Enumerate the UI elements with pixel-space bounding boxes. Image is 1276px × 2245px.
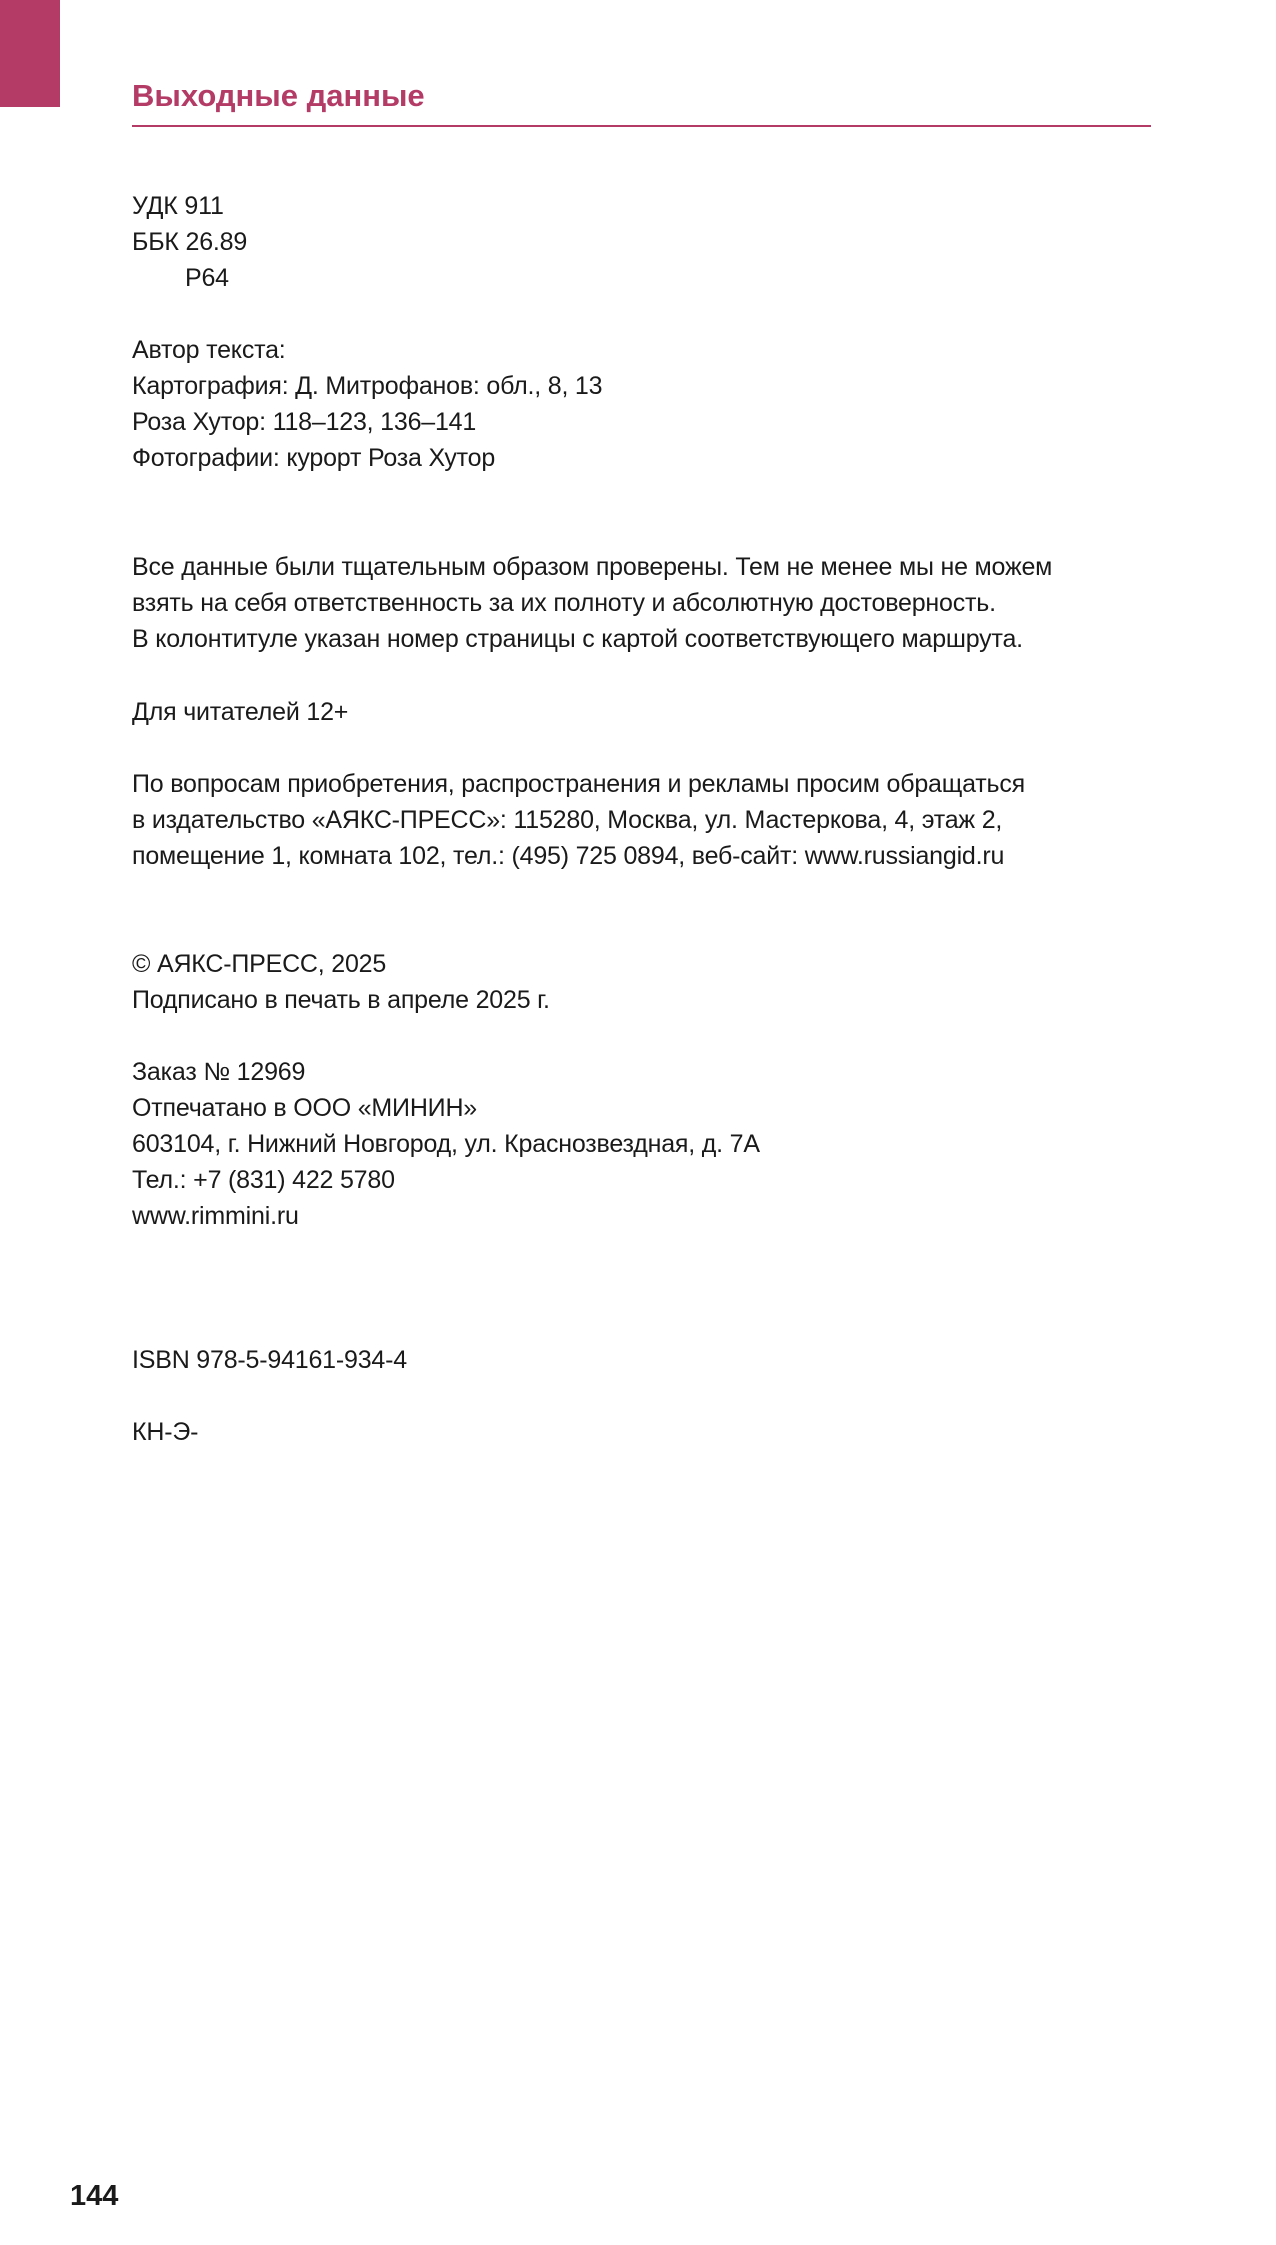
disclaimer-line: Все данные были тщательным образом проверены. Тем не менее мы не можем xyxy=(132,553,1053,581)
contacts-line: По вопросам приобретения, распространения и рекламы просим обращаться xyxy=(132,770,1025,798)
page-number: 144 xyxy=(70,2180,119,2212)
credit-photos: Фотографии: курорт Роза Хутор xyxy=(132,444,496,472)
disclaimer-line: В колонтитуле указан номер страницы с картой соответствующего маршрута. xyxy=(132,625,1023,653)
credits-block xyxy=(132,332,602,476)
title-divider xyxy=(132,125,1151,127)
copyright-line: © АЯКС-ПРЕСС, 2025 xyxy=(132,950,387,978)
publication-code: КН-Э- xyxy=(132,1418,199,1446)
order-number: Заказ № 12969 xyxy=(132,1058,306,1086)
printer-phone: Тел.: +7 (831) 422 5780 xyxy=(132,1166,395,1194)
isbn-block xyxy=(132,1342,407,1378)
author-mark: Р64 xyxy=(185,264,229,292)
printer-address: 603104, г. Нижний Новгород, ул. Краснозвездная, д. 7А xyxy=(132,1130,760,1158)
age-rating: Для читателей 12+ xyxy=(132,698,349,726)
code-block xyxy=(132,1414,198,1450)
udk-code: УДК 911 xyxy=(132,192,224,220)
disclaimer-block xyxy=(132,549,1052,657)
age-rating-block xyxy=(132,694,348,730)
contacts-line: в издательство «АЯКС-ПРЕСС»: 115280, Москва, ул. Мастеркова, 4, этаж 2, xyxy=(132,806,1003,834)
credit-author: Автор текста: xyxy=(132,336,286,364)
printing-block xyxy=(132,1054,760,1234)
corner-color-tab xyxy=(0,0,60,107)
contacts-block xyxy=(132,766,1025,874)
credit-cartography: Картография: Д. Митрофанов: обл., 8, 13 xyxy=(132,372,603,400)
contacts-line: помещение 1, комната 102, тел.: (495) 725 0894, веб-сайт: www.russiangid.ru xyxy=(132,842,1005,870)
printer-website: www.rimmini.ru xyxy=(132,1202,299,1230)
bbk-code: ББК 26.89 xyxy=(132,228,248,256)
copyright-block xyxy=(132,946,550,1018)
disclaimer-line: взять на себя ответственность за их полноту и абсолютную достоверность. xyxy=(132,589,996,617)
classification-block xyxy=(132,188,247,296)
isbn: ISBN 978-5-94161-934-4 xyxy=(132,1346,407,1374)
print-date: Подписано в печать в апреле 2025 г. xyxy=(132,986,550,1014)
page-title: Выходные данные xyxy=(132,78,425,113)
credit-rosa-khutor: Роза Хутор: 118–123, 136–141 xyxy=(132,408,477,436)
printer-name: Отпечатано в ООО «МИНИН» xyxy=(132,1094,478,1122)
